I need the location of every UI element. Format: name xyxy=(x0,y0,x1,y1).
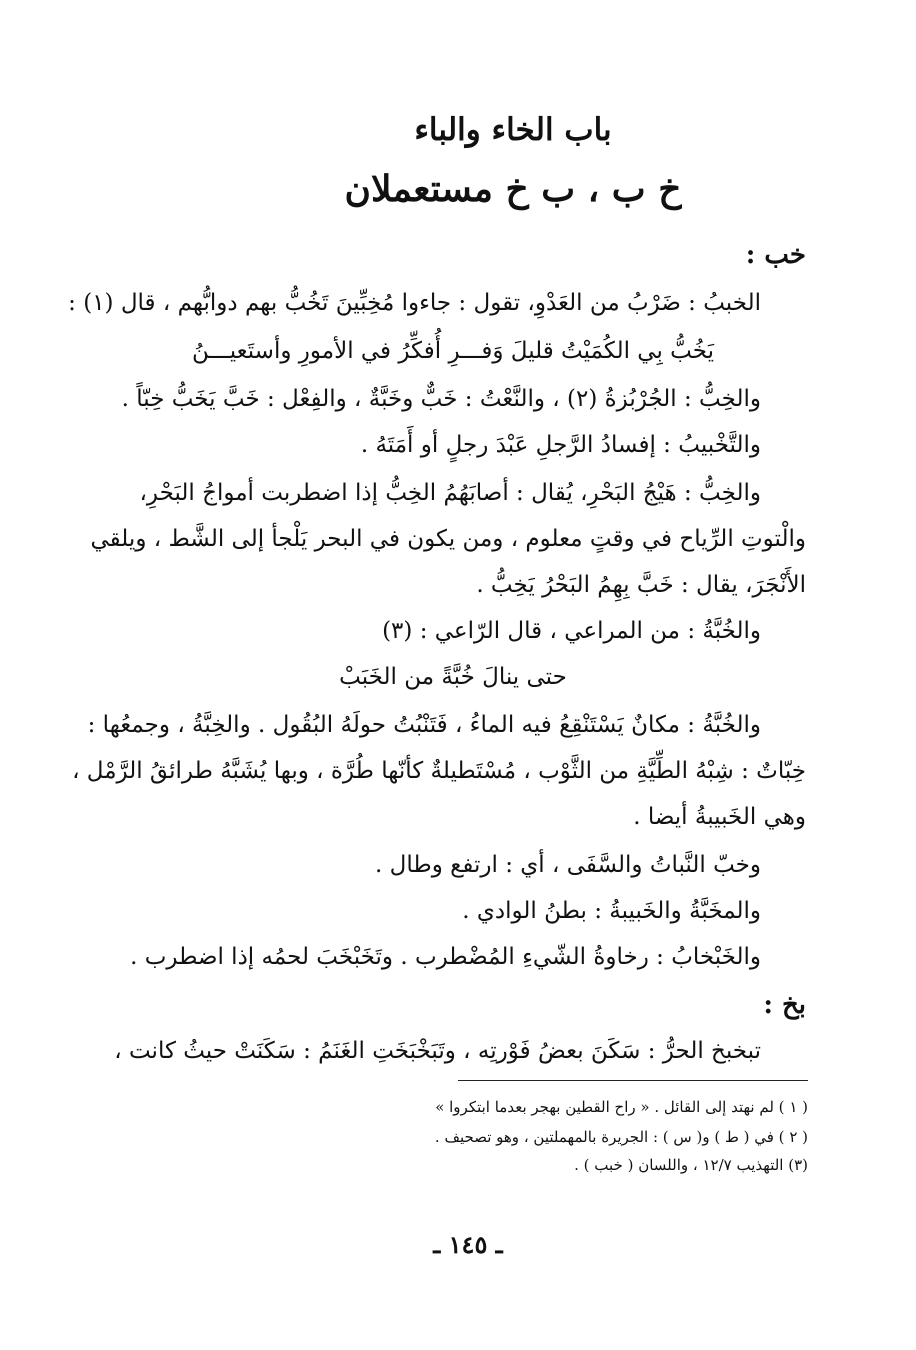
text-line: والْتوتِ الرِّياح في وقتٍ معلوم ، ومن يكون في البحر يَلْجأ إلى الشَّط ، ويلقي xyxy=(90,526,806,552)
text-line: والتَّخْبيبُ : إفسادُ الرَّجلِ عَبْدَ رجلٍ أو أَمَتَهُ . xyxy=(360,432,761,458)
root-title: خ ب ، ب خ مستعملان xyxy=(344,168,682,210)
text-line: والخُبَّةُ : من المراعي ، قال الرّاعي : (٣) xyxy=(382,618,761,644)
footnote: ( ١ ) لم نهتد إلى القائل . « راح القطين بهجر بعدما ابتكروا » xyxy=(435,1098,808,1116)
root-heading-khb: خب : xyxy=(745,240,806,270)
text-line: الخببُ : ضَرْبُ من العَدْوِ، تقول : جاءوا مُخِبِّينَ تَخُبُّ بهم دوابُّهم ، قال (١) : xyxy=(68,290,761,316)
text-line: والمخَبَّةُ والخَبيبةُ : بطنُ الوادي . xyxy=(462,898,761,924)
text-line: والخَبْخابُ : رخاوةُ الشّيءِ المُضْطرب . وتَخَبْخَبَ لحمُه إذا اضطرب . xyxy=(130,944,761,970)
text-line: والخِبُّ : هَيْجُ البَحْرِ، يُقال : أصابَهُمُ الخِبُّ إذا اضطربت أمواجُ البَحْرِ، xyxy=(139,480,761,506)
page-number: ـ ١٤٥ ـ xyxy=(433,1230,503,1259)
text-line: خِبّاتٌ : شِبْهُ الطِّيَّةِ من الثَّوْب ، مُسْتَطيلةٌ كأنّها طُرَّة ، وبها يُشَبَّهُ طرائقُ الرَّمْل ، xyxy=(72,758,806,784)
text-line: والخُبَّةُ : مكانٌ يَسْتَنْقِعُ فيه الماءُ ، فَتَنْبُتُ حولَهُ البُقُول . والخِبَّةُ ، وجمعُها : xyxy=(87,712,761,738)
chapter-title: باب الخاء والباء xyxy=(414,112,612,148)
text-line: الأَنْجَرَ، يقال : خَبَّ بِهِمُ البَحْرُ يَخِبُّ . xyxy=(476,572,806,598)
verse-line: يَخُبُّ بِي الكُمَيْتُ قليلَ وَفـــرِ أُفكِّرُ في الأمورِ وأستَعيـــنُ xyxy=(191,338,714,364)
footnote-divider xyxy=(458,1080,808,1081)
root-heading-bkh: بخ : xyxy=(763,990,806,1020)
text-line: تبخبخ الحرُّ : سَكَنَ بعضُ فَوْرتِه ، وتَبَخْبَخَتِ الغَنَمُ : سَكَنَتْ حيثُ كانت ، xyxy=(114,1038,761,1064)
footnote: (٣) التهذيب ١٢/٧ ، واللسان ( خبب ) . xyxy=(574,1156,808,1174)
verse-line: حتى ينالَ خُبَّةً من الخَبَبْ xyxy=(339,664,567,690)
footnote: ( ٢ ) في ( ط ) و( س ) : الجريرة بالمهملتين ، وهو تصحيف . xyxy=(434,1128,808,1146)
text-line: والخِبُّ : الجُرْبُزةُ (٢) ، والنَّعْتُ : خَبٌّ وخَبَّةٌ ، والفِعْل : خَبَّ يَخَبُّ خِبّاً . xyxy=(121,386,761,412)
text-line: وهي الخَبيبةُ أيضا . xyxy=(633,804,806,830)
text-line: وخبّ النَّباتُ والسَّفَى ، أي : ارتفع وطال . xyxy=(375,852,761,878)
